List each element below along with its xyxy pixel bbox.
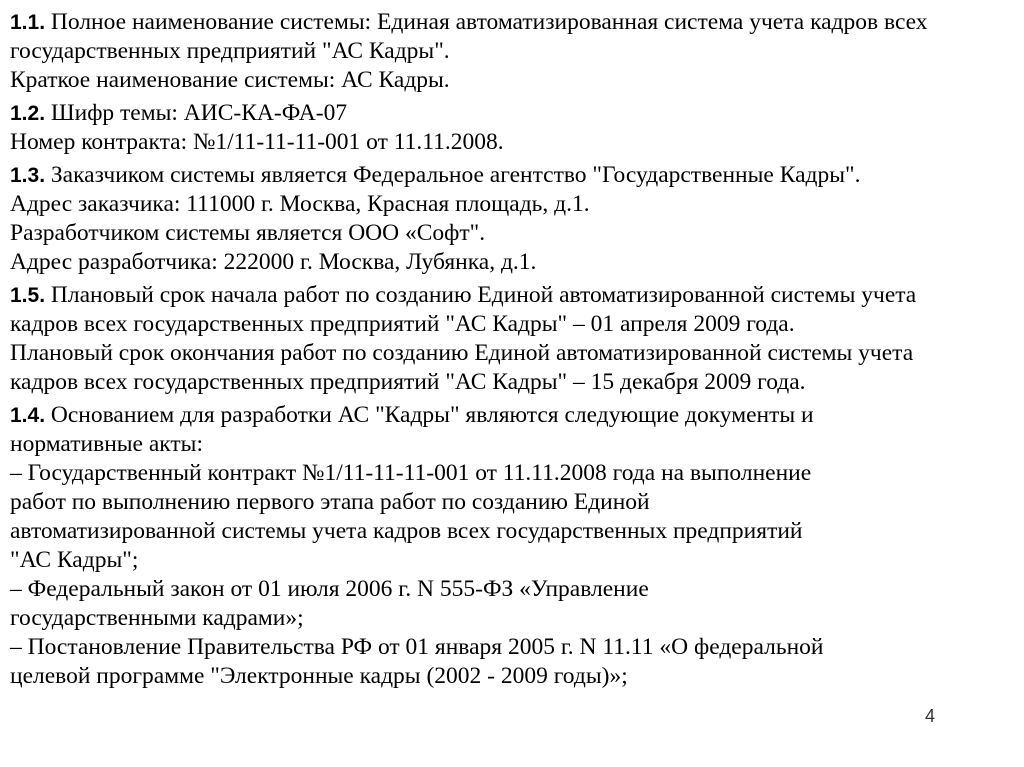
section-line: Разработчиком системы является ООО «Софт".: [10, 220, 486, 246]
section-number: 1.5.: [10, 284, 46, 307]
slide-content: [10, 8, 1014, 691]
section-number: 1.4.: [10, 404, 46, 427]
section-line: Адрес заказчика: 111000 г. Москва, Красная площадь, д.1.: [10, 191, 590, 217]
page-number: 4: [925, 706, 936, 726]
section-line: кадров всех государственных предприятий "АС Кадры" – 01 апреля 2009 года.: [10, 311, 795, 337]
section-line: государственными кадрами»;: [10, 605, 304, 631]
section-line: "АС Кадры";: [10, 547, 139, 573]
section-1-4: [10, 401, 1014, 691]
section-line: Номер контракта: №1/11-11-11-001 от 11.11.2008.: [10, 129, 504, 155]
section-line: кадров всех государственных предприятий "АС Кадры" – 15 декабря 2009 года.: [10, 369, 806, 395]
section-line: Плановый срок окончания работ по созданию Единой автоматизированной системы учета: [10, 340, 914, 366]
section-number: 1.3.: [10, 164, 46, 187]
section-line: 1.5. Плановый срок начала работ по созданию Единой автоматизированной системы учета: [10, 282, 917, 308]
section-line: Краткое наименование системы: АС Кадры.: [10, 67, 450, 93]
section-1-2: [10, 99, 1014, 157]
section-line: 1.1. Полное наименование системы: Единая автоматизированная система учета кадров всех: [10, 9, 928, 35]
section-line: 1.4. Основанием для разработки АС "Кадры" являются следующие документы и: [10, 402, 814, 428]
section-line: нормативные акты:: [10, 431, 203, 457]
list-item: – Государственный контракт №1/11-11-11-001 от 11.11.2008 года на выполнение: [10, 460, 812, 486]
section-1-3: [10, 161, 1014, 277]
section-line: государственных предприятий "АС Кадры".: [10, 38, 450, 64]
section-number: 1.2.: [10, 102, 46, 125]
list-item: – Постановление Правительства РФ от 01 января 2005 г. N 11.11 «О федеральной: [10, 634, 824, 660]
section-1-5: [10, 281, 1014, 397]
list-item: – Федеральный закон от 01 июля 2006 г. N 555-ФЗ «Управление: [10, 576, 649, 602]
section-line: Адрес разработчика: 222000 г. Москва, Лубянка, д.1.: [10, 249, 537, 275]
section-number: 1.1.: [10, 11, 46, 34]
section-line: 1.2. Шифр темы: АИС-КА-ФА-07: [10, 100, 348, 126]
section-1-1: [10, 8, 1014, 95]
section-line: целевой программе "Электронные кадры (2002 - 2009 годы)»;: [10, 663, 628, 689]
section-line: 1.3. Заказчиком системы является Федеральное агентство "Государственные Кадры".: [10, 162, 861, 188]
section-line: автоматизированной системы учета кадров всех государственных предприятий: [10, 518, 803, 544]
section-line: работ по выполнению первого этапа работ по созданию Единой: [10, 489, 650, 515]
